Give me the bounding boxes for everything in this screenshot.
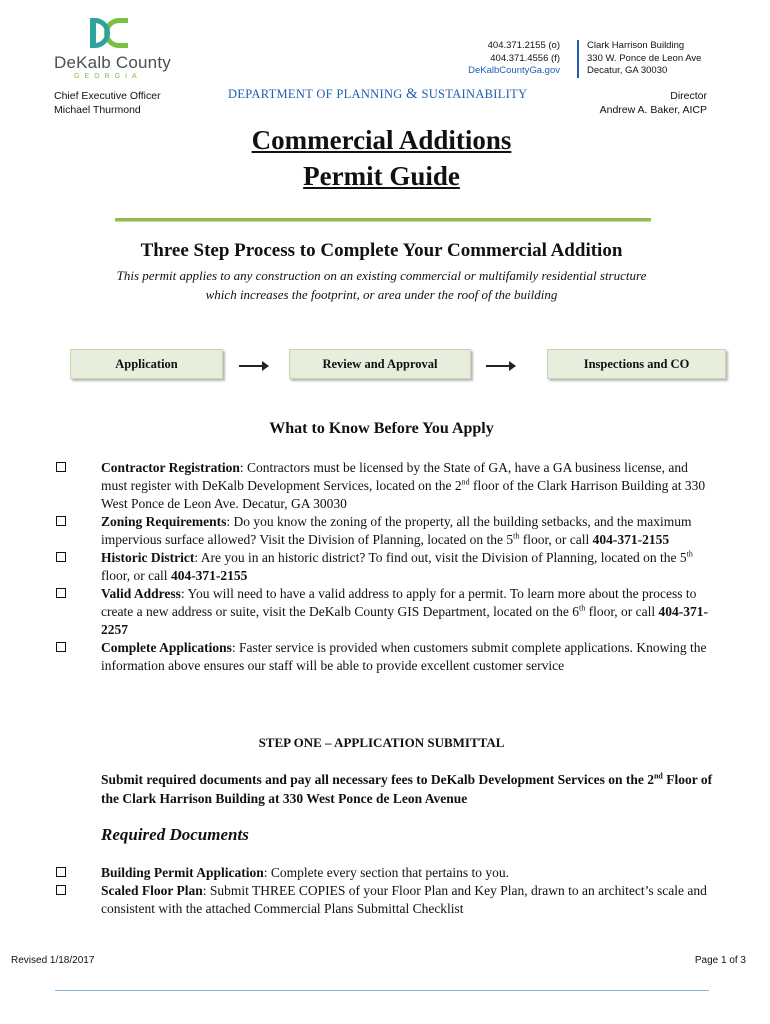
department-name: DEPARTMENT OF PLANNING & SUSTAINABILITY [228,86,528,102]
list-item: Valid Address: You will need to have a valid address to apply for a permit. To learn more about the process to create a new address or suite, visit the DeKalb County GIS Department, located on the 6th floor, or call 404-371-2257 [56,585,716,639]
page-title [0,122,763,194]
page-number: Page 1 of 3 [694,955,746,966]
list-item: Building Permit Application: Complete every section that pertains to you. [56,864,716,882]
title-line-1: Commercial Additions [251,125,512,155]
title-divider [115,218,651,221]
website-link[interactable]: DeKalbCountyGa.gov [468,65,560,76]
title-line-2: Permit Guide [303,161,460,191]
checkbox-icon [56,552,66,562]
process-intro: This permit applies to any construction on an existing commercial or multifamily residential structure which increases the footprint, or area under the roof of the building [116,268,647,302]
checkbox-icon [56,462,66,472]
required-documents-list [56,864,716,918]
step-one-heading: STEP ONE – APPLICATION SUBMITTAL [258,735,505,750]
list-item: Zoning Requirements: Do you know the zoning of the property, all the building setbacks, and the maximum impervious surface allowed? Visit the Division of Planning, located on the 5th floor, or call 404-371-2155 [56,513,716,549]
arrow-right-icon [486,365,510,367]
address-city: Decatur, GA 30030 [587,65,668,76]
officer-title: Chief Executive Officer [54,90,161,102]
logo-state: GEORGIA [74,73,142,80]
officer-name: Michael Thurmond [54,104,141,116]
submit-instructions: Submit required documents and pay all necessary fees to DeKalb Development Services on the 2nd Floor of the Clark Harrison Building at 330 West Ponce de Leon Avenue [101,771,713,806]
phone-number: 404.371.2155 (o) [487,40,560,51]
know-heading: What to Know Before You Apply [269,420,494,437]
dc-logo-icon [90,18,130,52]
address-block [587,40,727,78]
checkbox-icon [56,588,66,598]
checkbox-icon [56,642,66,652]
address-street: 330 W. Ponce de Leon Ave [587,52,702,64]
step-review-approval: Review and Approval [289,349,471,379]
list-item: Historic District: Are you in an historic district? To find out, visit the Division of Planning, located on the 5th floor, or call 404-371-2155 [56,549,716,585]
checkbox-icon [56,867,66,877]
footer-divider [55,990,709,991]
address-building: Clark Harrison Building [587,40,685,51]
director-name: Andrew A. Baker, AICP [599,104,707,116]
process-heading: Three Step Process to Complete Your Commercial Addition [140,240,623,261]
list-item: Complete Applications: Faster service is provided when customers submit complete applications. Knowing the information above ensures our staff will be able to provide excellent customer service [56,639,716,675]
revised-date: Revised 1/18/2017 [11,955,95,966]
officer-block [54,89,161,117]
director-title: Director [670,90,707,102]
checkbox-icon [56,516,66,526]
step-application: Application [70,349,223,379]
step-inspections-co: Inspections and CO [547,349,726,379]
list-item: Scaled Floor Plan: Submit THREE COPIES of your Floor Plan and Key Plan, drawn to an architect’s scale and consistent with the attached Commercial Plans Submittal Checklist [56,882,716,918]
logo-name: DeKalb County [54,53,171,72]
list-item: Contractor Registration: Contractors must be licensed by the State of GA, have a GA business license, and must register with DeKalb Development Services, located on the 2nd floor of the Clark Harrison Building at 330 West Ponce de Leon Ave. Decatur, GA 30030 [56,459,716,513]
required-documents-heading: Required Documents [101,825,249,844]
dekalb-county-logo [54,18,174,81]
header-divider [577,40,579,78]
arrow-right-icon [239,365,263,367]
checkbox-icon [56,885,66,895]
fax-number: 404.371.4556 (f) [490,52,560,64]
know-checklist [56,459,716,675]
director-block [560,89,707,117]
contact-block [456,40,560,78]
